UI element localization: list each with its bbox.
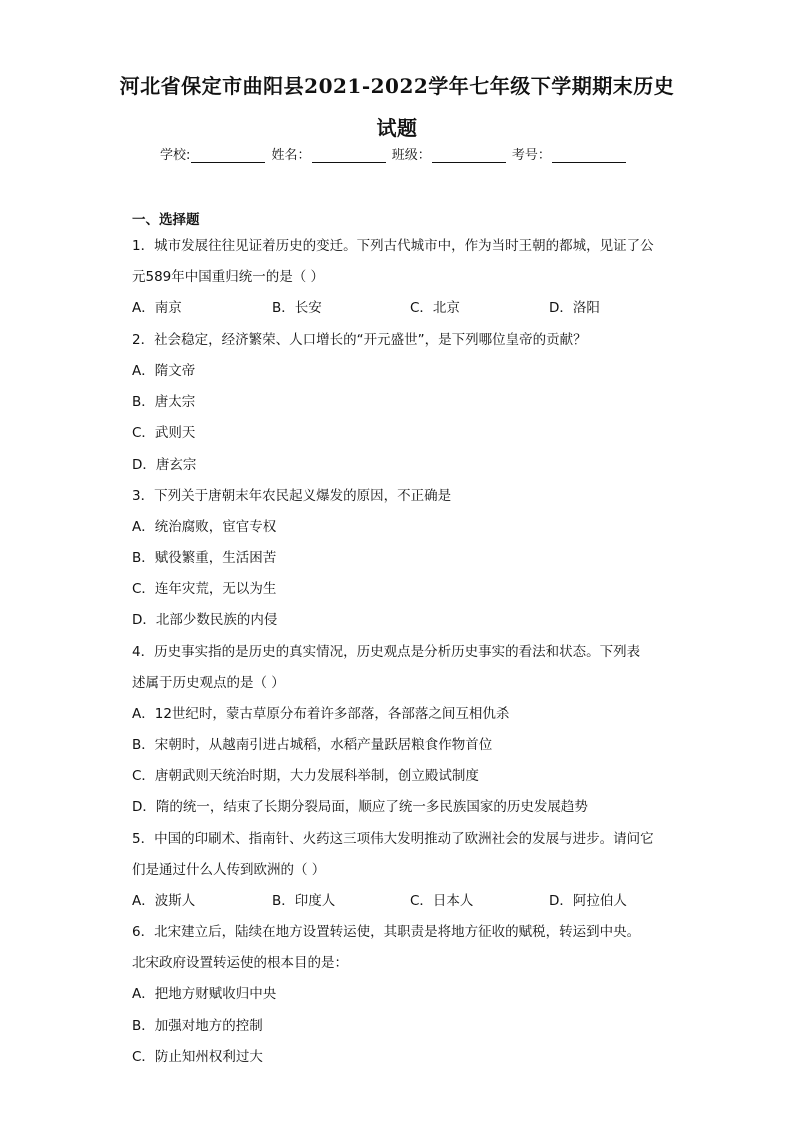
q5-stem-line1: 5．中国的印刷术、指南针、火药这三项伟大发明推动了欧洲社会的发展与进步。请问它 — [132, 831, 654, 847]
q4-stem-line2: 述属于历史观点的是（ ） — [132, 675, 285, 691]
q1-options — [132, 296, 692, 316]
q2-option-d: D．唐玄宗 — [132, 457, 197, 473]
q4-option-a: A．12世纪时，蒙古草原分布着许多部落，各部落之间互相仇杀 — [132, 706, 510, 722]
q5-stem-line2: 们是通过什么人传到欧洲的（ ） — [132, 862, 326, 878]
q4-option-b: B．宋朝时，从越南引进占城稻，水稻产量跃居粮食作物首位 — [132, 737, 493, 753]
exam-title-line2: 试题 — [376, 116, 418, 140]
q1-option-a: A．南京 — [132, 300, 182, 316]
exam-title-line1: 河北省保定市曲阳县2021-2022学年七年级下学期期末历史 — [119, 74, 675, 98]
class-label: 班级： — [391, 148, 431, 163]
q2-option-c: C．武则天 — [132, 425, 196, 441]
q2-stem: 2．社会稳定，经济繁荣、人口增长的“开元盛世”，是下列哪位皇帝的贡献？ — [132, 332, 587, 348]
q1-option-d: D．洛阳 — [549, 300, 600, 316]
q5-options — [132, 889, 692, 909]
q4-stem-line1: 4．历史事实指的是历史的真实情况，历史观点是分析历史事实的看法和状态。下列表 — [132, 644, 641, 660]
q2-option-b: B．唐太宗 — [132, 394, 196, 410]
q5-option-d: D．阿拉伯人 — [549, 893, 627, 909]
q1-option-c: C．北京 — [410, 300, 460, 316]
q6-stem-line1: 6．北宋建立后，陆续在地方设置转运使，其职责是将地方征收的赋税，转运到中央。 — [132, 924, 641, 940]
q6-option-c: C．防止知州权利过大 — [132, 1049, 263, 1065]
q6-stem-line2: 北宋政府设置转运使的根本目的是： — [132, 955, 348, 971]
section-heading: 一、选择题 — [132, 212, 200, 228]
q1-stem-line1: 1．城市发展往往见证着历史的变迁。下列古代城市中，作为当时王朝的都城，见证了公 — [132, 238, 654, 254]
school-label: 学校: — [160, 148, 191, 163]
q4-option-c: C．唐朝武则天统治时期，大力发展科举制，创立殿试制度 — [132, 768, 479, 784]
q6-option-b: B．加强对地方的控制 — [132, 1018, 263, 1034]
q3-option-d: D．北部少数民族的内侵 — [132, 612, 278, 628]
q3-stem: 3．下列关于唐朝末年农民起义爆发的原因，不正确是 — [132, 488, 452, 504]
name-label: 姓名： — [271, 148, 311, 163]
number-label: 考号： — [511, 148, 551, 163]
q2-option-a: A．隋文帝 — [132, 363, 196, 379]
q3-option-a: A．统治腐败，宦官专权 — [132, 519, 277, 535]
q3-option-b: B．赋役繁重，生活困苦 — [132, 550, 277, 566]
q3-option-c: C．连年灾荒，无以为生 — [132, 581, 277, 597]
school-blank — [191, 148, 265, 163]
q5-option-a: A．波斯人 — [132, 893, 196, 909]
class-blank — [432, 148, 506, 163]
q6-option-a: A．把地方财赋收归中央 — [132, 986, 277, 1002]
q5-option-b: B．印度人 — [272, 893, 336, 909]
q5-option-c: C．日本人 — [410, 893, 474, 909]
name-blank — [312, 148, 386, 163]
q4-option-d: D．隋的统一，结束了长期分裂局面，顺应了统一多民族国家的历史发展趋势 — [132, 799, 588, 815]
q1-option-b: B．长安 — [272, 300, 322, 316]
number-blank — [552, 148, 626, 163]
q1-stem-line2: 元589年中国重归统一的是（ ） — [132, 269, 325, 285]
student-info-row — [160, 144, 628, 163]
